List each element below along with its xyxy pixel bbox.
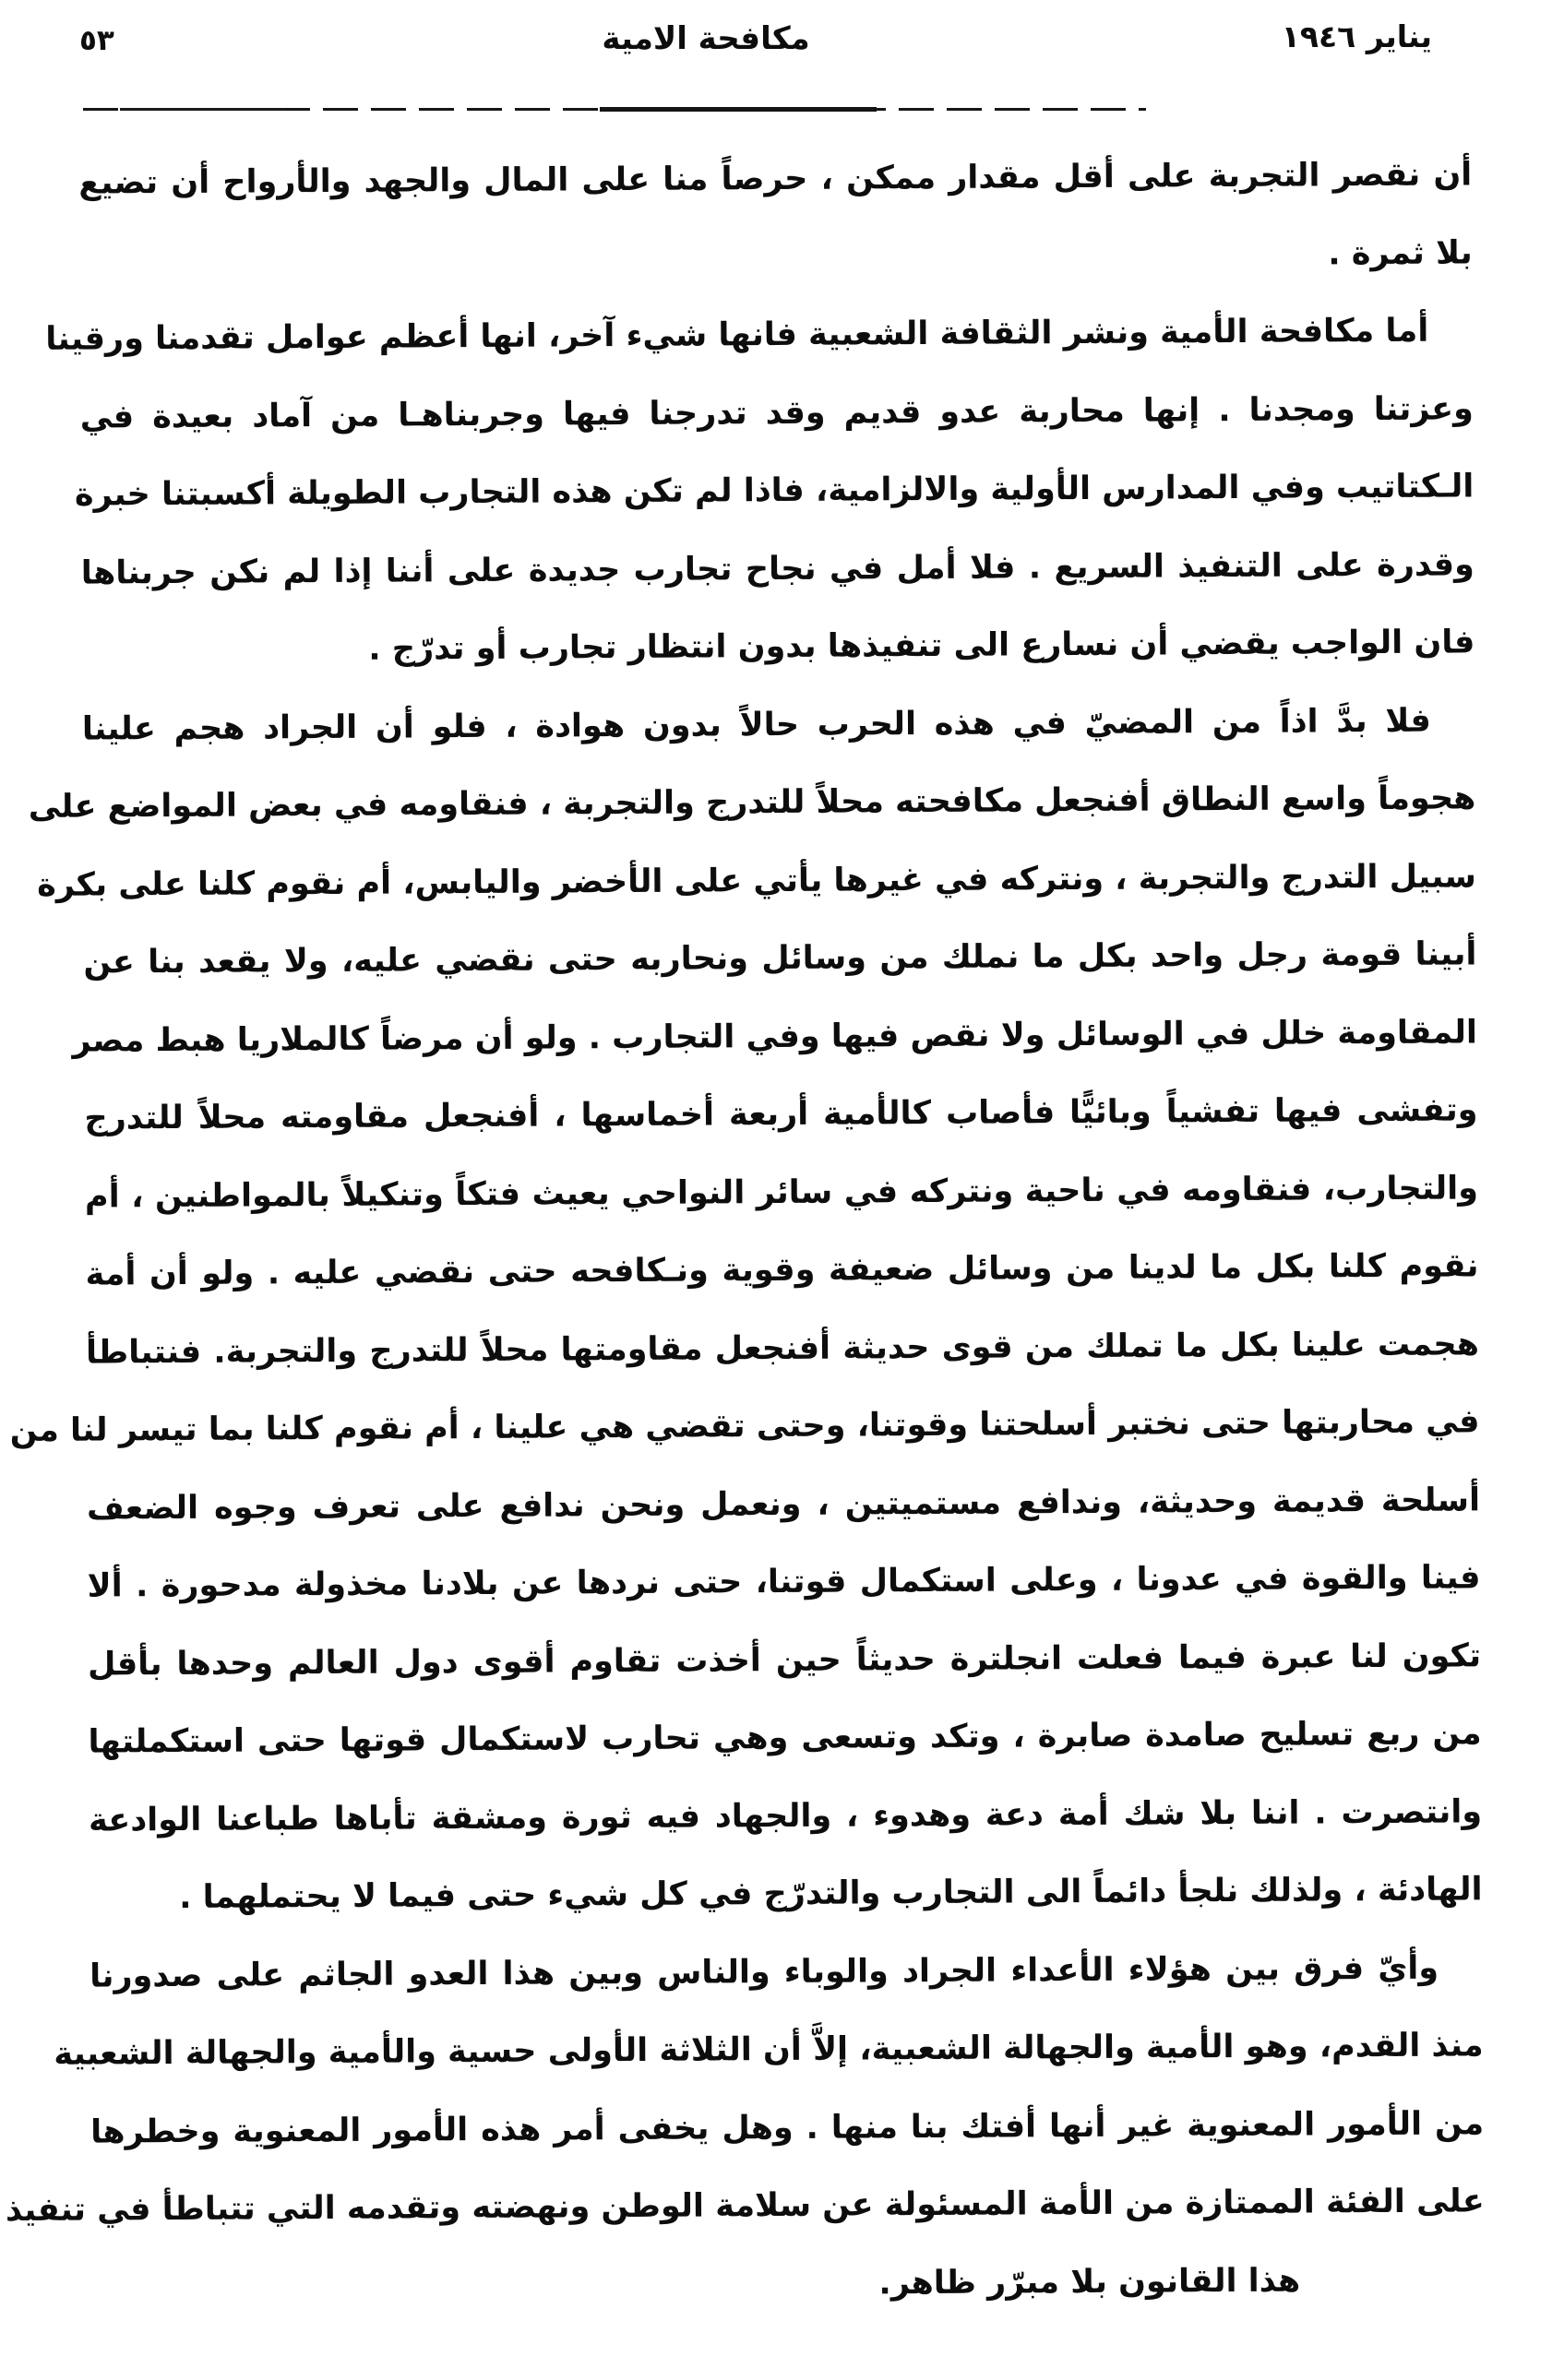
text-line: وأيّ فرق بين هؤلاء الأعداء الجراد والوباء والناس وبين هذا العدو الجاثم على صدورنا bbox=[90, 1949, 1439, 1995]
text-line: وانتصرت . اننا بلا شك أمة دعة وهدوء ، والجهاد فيه ثورة ومشقة تأباها طباعنا الوادعة bbox=[88, 1792, 1483, 1839]
text-line: وتفشى فيها تفشياً وبائيًّا فأصاب كالأمية أربعة أخماسها ، أفنجعل مقاومته محلاً للتدرج bbox=[84, 1091, 1478, 1137]
text-line: أما مكافحة الأمية ونشر الثقافة الشعبية فانها شيء آخر، انها أعظم عوامل تقدمنا ورقينا bbox=[45, 312, 1429, 358]
text-line: وقدرة على التنفيذ السريع . فلا أمل في نجاح تجارب جديدة على أننا إذا لم نكن جربناها bbox=[80, 545, 1474, 592]
text-line: من ربع تسليح صامدة صابرة ، وتكد وتسعى وهي تحارب لاستكمال قوتها حتى استكملتها bbox=[88, 1715, 1482, 1761]
text-line: سبيل التدرج والتجربة ، ونتركه في غيرها يأتي على الأخضر واليابس، أم نقوم كلنا على بكرة bbox=[37, 857, 1477, 904]
page-header bbox=[0, 0, 1552, 138]
text-line: المقاومة خلل في الوسائل ولا نقص فيها وفي التجارب . ولو أن مرضاً كالملاريا هبط مصر bbox=[72, 1013, 1478, 1060]
text-line: فينا والقوة في عدونا ، وعلى استكمال قوتنا، حتى نردها عن بلادنا مخذولة مدحورة . ألا bbox=[87, 1559, 1481, 1605]
text-line: هجوماً واسع النطاق أفنجعل مكافحته محلاً للتدرج والتجربة ، فنقاومه في بعض المواضع على bbox=[28, 779, 1476, 826]
text-line: فلا بدَّ اذاً من المضيّ في هذه الحرب حالاً بدون هوادة ، فلو أن الجراد هجم علينا bbox=[81, 702, 1431, 748]
text-line: هجمت علينا بكل ما تملك من قوى حديثة أفنجعل مقاومتها محلاً للتدرج والتجربة. فنتباطأ bbox=[85, 1325, 1480, 1372]
text-line: نقوم كلنا بكل ما لدينا من وسائل ضعيفة وقوية ونـكافحه حتى نقضي عليه . ولو أن أمة bbox=[85, 1247, 1479, 1293]
issue-date: يناير ١٩٤٦ bbox=[1281, 18, 1432, 54]
text-line: على الفئة الممتازة من الأمة المسئولة عن سلامة الوطن ونهضته وتقدمه التي تتباطأ في تنفيذ bbox=[5, 2183, 1485, 2230]
text-line: والتجارب، فنقاومه في ناحية ونتركه في سائر النواحي يعيث فتكاً وتنكيلاً بالمواطنين ، أم bbox=[84, 1169, 1479, 1216]
text-line: من الأمور المعنوية غير أنها أفتك بنا منها . وهل يخفى أمر هذه الأمور المعنوية وخطرها bbox=[90, 2104, 1485, 2151]
text-line: أسلحة قديمة وحديثة، وندافع مستميتين ، ونعمل ونحن ندافع على تعرف وجوه الضعف bbox=[86, 1481, 1481, 1528]
text-line: الـكتاتيب وفي المدارس الأولية والالزامية، فاذا لم تكن هذه التجارب الطويلة أكسبتنا خبرة bbox=[74, 468, 1474, 514]
text-line: الهادئة ، ولذلك نلجأ دائماً الى التجارب والتدرّج في كل شيء حتى فيما لا يحتملهما . bbox=[179, 1871, 1483, 1916]
text-line: وعزتنا ومجدنا . إنها محاربة عدو قديم وقد تدرجنا فيها وجربناهـا من آماد بعيدة في bbox=[79, 389, 1474, 436]
text-line: أن نقصر التجربة على أقل مقدار ممكن ، حرصاً منا على المال والجهد والأرواح أن تضيع bbox=[78, 156, 1473, 202]
text-line: بلا ثمرة . bbox=[1328, 233, 1473, 272]
text-line: أبينا قومة رجل واحد بكل ما نملك من وسائل ونحاربه حتى نقضي عليه، ولا يقعد بنا عن bbox=[83, 935, 1477, 982]
text-line: تكون لنا عبرة فيما فعلت انجلترة حديثاً حين أخذت تقاوم أقوى دول العالم وحدها بأقل bbox=[87, 1636, 1482, 1684]
text-line: منذ القدم، وهو الأمية والجهالة الشعبية، إلاَّ أن الثلاثة الأولى حسية والأمية والجهالة الشعبية bbox=[54, 2027, 1484, 2073]
header-rule bbox=[83, 107, 1146, 113]
text-line: هذا القانون بلا مبرّر ظاهر. bbox=[878, 2262, 1301, 2302]
text-line: فان الواجب يقضي أن نسارع الى تنفيذها بدون انتظار تجارب أو تدرّج . bbox=[368, 624, 1475, 668]
page-number: ٥٣ bbox=[79, 24, 114, 57]
journal-title: مكافحة الامية bbox=[602, 20, 810, 57]
article-body bbox=[5, 136, 1485, 2326]
text-line: في محاربتها حتى نختبر أسلحتنا وقوتنا، وحتى تقضي هي علينا ، أم نقوم كلنا بما تيسر لنا من bbox=[9, 1403, 1480, 1450]
